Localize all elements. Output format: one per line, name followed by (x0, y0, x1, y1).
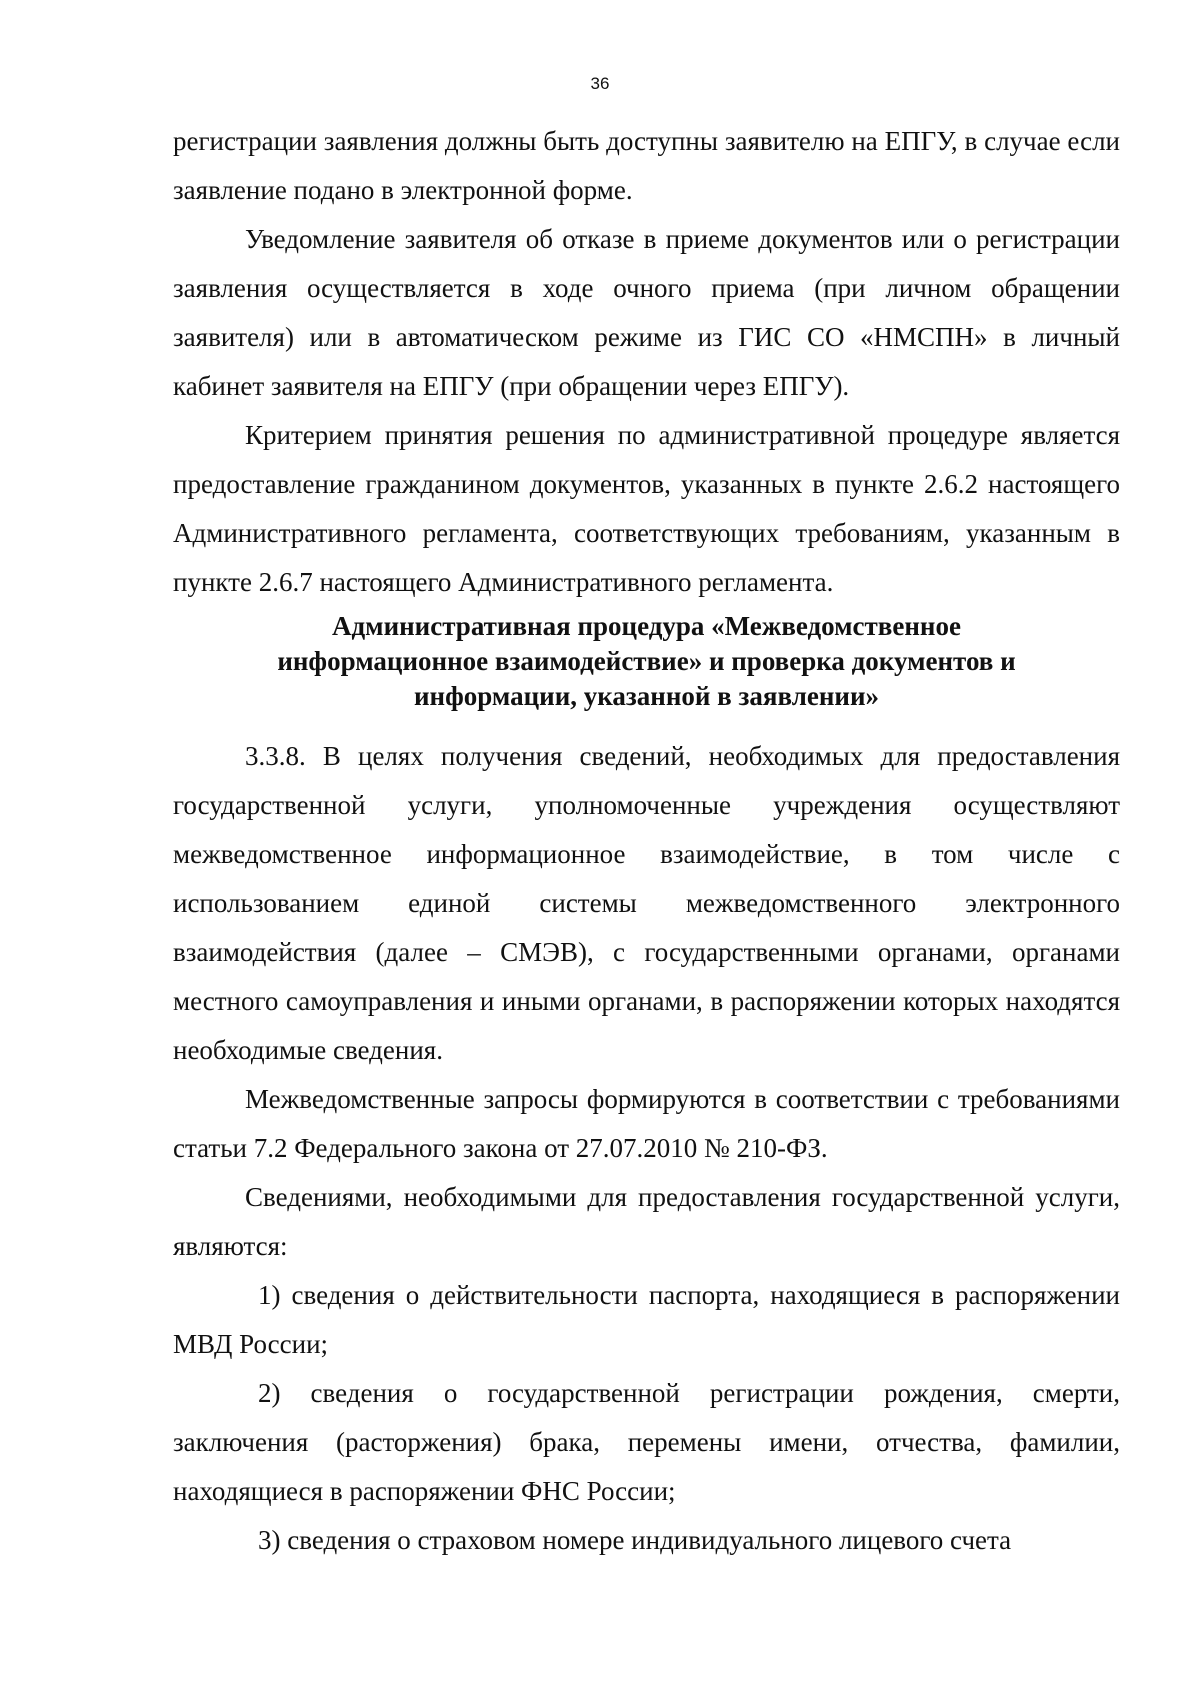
section-heading-line-2: информационное взаимодействие» и проверка документов и (277, 646, 1016, 676)
document-body (173, 117, 1120, 1565)
paragraph-interagency-requests: Межведомственные запросы формируются в соответствии с требованиями статьи 7.2 Федерального закона от 27.07.2010 № 210-ФЗ. (173, 1084, 1120, 1163)
section-heading (173, 609, 1120, 714)
paragraph-decision-criterion: Критерием принятия решения по административной процедуре является предоставление гражданином документов, указанных в пункте 2.6.2 настоящего Административного регламента, соответствующих требованиям, указанным в пункте 2.6.7 настоящего Административного регламента. (173, 420, 1120, 597)
list-item-passport: 1) сведения о действительности паспорта, находящиеся в распоряжении МВД России; (173, 1280, 1120, 1359)
section-heading-line-1: Административная процедура «Межведомственное (332, 611, 961, 641)
section-heading-line-3: информации, указанной в заявлении» (413, 681, 879, 711)
list-item-insurance-number: 3) сведения о страховом номере индивидуального лицевого счета (258, 1525, 1012, 1555)
paragraph-notification: Уведомление заявителя об отказе в приеме документов или о регистрации заявления осуществляется в ходе очного приема (при личном обращении заявителя) или в автоматическом режиме из ГИС СО «НМСПН» в личный кабинет заявителя на ЕПГУ (при обращении через ЕПГУ). (173, 224, 1120, 401)
paragraph-required-information: Сведениями, необходимыми для предоставления государственной услуги, являются: (173, 1182, 1120, 1261)
page-number: 36 (590, 74, 610, 93)
list-item-civil-registration: 2) сведения о государственной регистрации рождения, смерти, заключения (расторжения) брака, перемены имени, отчества, фамилии, находящиеся в распоряжении ФНС России; (173, 1378, 1120, 1506)
paragraph-interagency-interaction: 3.3.8. В целях получения сведений, необходимых для предоставления государственной услуги, уполномоченные учреждения осуществляют межведомственное информационное взаимодействие, в том числе с использованием единой системы межведомственного электронного взаимодействия (далее – СМЭВ), с государственными органами, органами местного самоуправления и иными органами, в распоряжении которых находятся необходимые сведения. (173, 741, 1120, 1065)
paragraph-registration-availability: регистрации заявления должны быть доступны заявителю на ЕПГУ, в случае если заявление подано в электронной форме. (173, 126, 1120, 205)
